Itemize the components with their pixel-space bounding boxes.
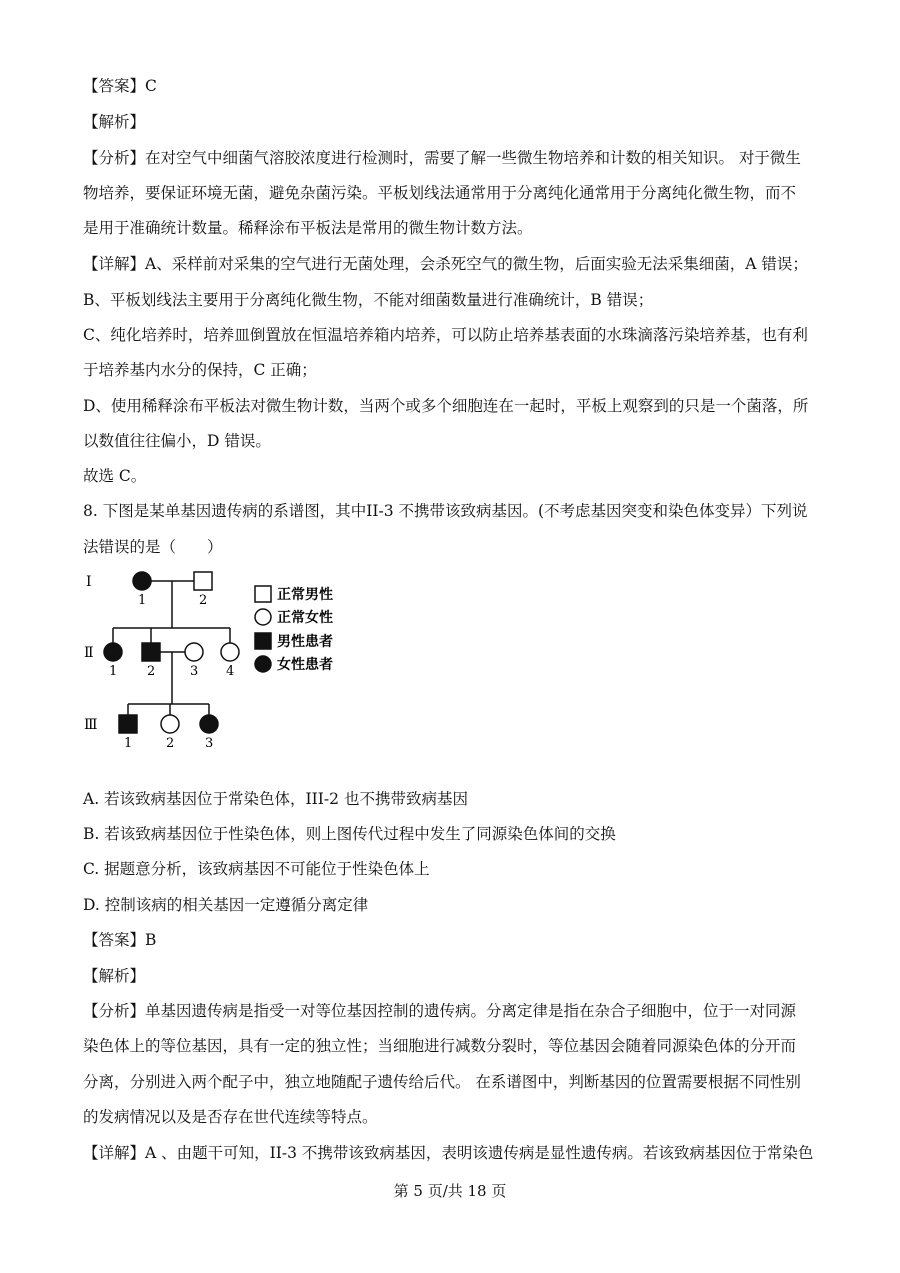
analysis-line: 的发病情况以及是否存在世代连续等特点。 (83, 1108, 378, 1126)
option-d: D. 控制该病的相关基因一定遵循分离定律 (83, 896, 369, 914)
detail-line: C、纯化培养时，培养皿倒置放在恒温培养箱内培养，可以防止培养基表面的水珠滴落污染培养基，也有利 (83, 326, 808, 344)
normal-female-symbol (161, 715, 179, 733)
option-a: A. 若该致病基因位于常染色体，III-2 也不携带致病基因 (83, 790, 468, 808)
normal-female-symbol (221, 643, 239, 661)
analysis-line: 是用于准确统计数量。稀释涂布平板法是常用的微生物计数方法。 (83, 219, 533, 237)
legend-label: 女性患者 (277, 657, 333, 673)
legend-affected-male-symbol (255, 633, 271, 649)
legend-label: 正常男性 (277, 587, 333, 603)
legend-affected-female-symbol (255, 656, 271, 672)
legend-normal-female-symbol (255, 609, 271, 625)
detail-line: 于培养基内水分的保持，C 正确； (83, 361, 317, 379)
analysis-heading: 【解析】 (83, 113, 146, 131)
analysis-line: 染色体上的等位基因，具有一定的独立性；当细胞进行减数分裂时，等位基因会随着同源染色体的分开而 (83, 1037, 797, 1055)
conclusion-line: 故选 C。 (83, 467, 147, 485)
analysis-line: 【分析】单基因遗传病是指受一对等位基因控制的遗传病。分离定律是指在杂合子细胞中，位于一对同源 (83, 1002, 797, 1020)
page-footer: 第 5 页/共 18 页 (393, 1182, 507, 1200)
analysis-heading: 【解析】 (83, 967, 146, 985)
question-stem: 法错误的是（ ） (83, 538, 223, 556)
analysis-line: 物培养，要保证环境无菌，避免杂菌污染。平板划线法通常用于分离纯化通常用于分离纯化微生物，而不 (83, 184, 797, 202)
normal-female-symbol (185, 643, 203, 661)
individual-number: 2 (147, 664, 156, 679)
question-stem: 8. 下图是某单基因遗传病的系谱图，其中II-3 不携带该致病基因。(不考虑基因突变和染色体变异）下列说 (83, 502, 808, 520)
legend-normal-male-symbol (255, 586, 271, 602)
affected-male-symbol (142, 643, 160, 661)
analysis-line: 分离，分别进入两个配子中，独立地随配子遗传给后代。 在系谱图中，判断基因的位置需要根据不同性别 (83, 1073, 801, 1091)
affected-female-symbol (200, 715, 218, 733)
legend-label: 正常女性 (277, 610, 333, 626)
detail-line: 【详解】A 、由题干可知，II-3 不携带该致病基因，表明该遗传病是显性遗传病。若该致病基因位于常染色 (83, 1144, 814, 1162)
option-c: C. 据题意分析，该致病基因不可能位于性染色体上 (83, 860, 430, 878)
affected-male-symbol (119, 715, 137, 733)
individual-number: 3 (205, 736, 214, 751)
individual-number: 2 (166, 736, 175, 751)
detail-line: 【详解】A、采样前对采集的空气进行无菌处理，会杀死空气的微生物，后面实验无法采集细菌，A 错误； (83, 255, 808, 273)
answer-line: 【答案】C (83, 77, 157, 95)
individual-number: 2 (199, 593, 208, 608)
affected-female-symbol (133, 572, 151, 590)
individual-number: 1 (109, 664, 118, 679)
normal-male-symbol (194, 572, 212, 590)
detail-line: D、使用稀释涂布平板法对微生物计数，当两个或多个细胞连在一起时，平板上观察到的只是一个菌落，所 (83, 397, 809, 415)
option-b: B. 若该致病基因位于性染色体，则上图传代过程中发生了同源染色体间的交换 (83, 825, 616, 843)
analysis-line: 【分析】在对空气中细菌气溶胶浓度进行检测时，需要了解一些微生物培养和计数的相关知识。 对于微生 (83, 149, 801, 167)
affected-female-symbol (104, 643, 122, 661)
legend-label: 男性患者 (277, 634, 333, 650)
generation-label: Ⅲ (84, 717, 98, 733)
detail-line: B、平板划线法主要用于分离纯化微生物，不能对细菌数量进行准确统计，B 错误； (83, 291, 654, 309)
individual-number: 3 (190, 664, 199, 679)
pedigree-diagram (80, 566, 360, 752)
individual-number: 1 (138, 593, 147, 608)
detail-line: 以数值往往偏小，D 错误。 (83, 432, 271, 450)
answer-line: 【答案】B (83, 931, 157, 949)
individual-number: 4 (226, 664, 235, 679)
generation-label: Ⅱ (84, 645, 94, 661)
generation-label: I (86, 574, 92, 590)
individual-number: 1 (124, 736, 133, 751)
